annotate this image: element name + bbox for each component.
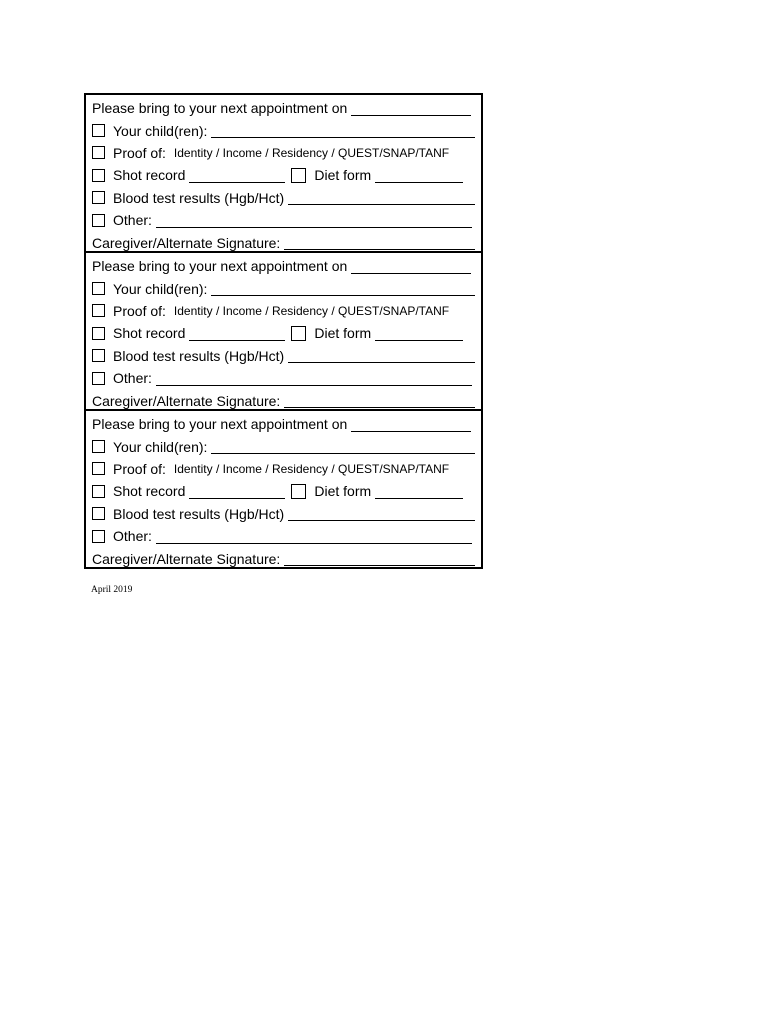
signature-label: Caregiver/Alternate Signature:: [92, 234, 281, 251]
shot-record-label: Shot record: [113, 167, 186, 184]
appointment-row: [92, 413, 475, 435]
appointment-row: [92, 255, 475, 277]
diet-form-label: Diet form: [314, 325, 372, 342]
shot-record-label: Shot record: [113, 483, 186, 500]
other-checkbox[interactable]: [92, 372, 105, 385]
signature-row: [92, 547, 475, 569]
children-label: Your child(ren):: [113, 280, 208, 297]
appointment-label: Please bring to your next appointment on: [92, 416, 348, 433]
other-field[interactable]: [156, 371, 472, 386]
shot-record-checkbox[interactable]: [92, 169, 105, 182]
other-label: Other:: [113, 212, 152, 229]
children-checkbox[interactable]: [92, 282, 105, 295]
children-field[interactable]: [211, 439, 475, 454]
signature-field[interactable]: [284, 551, 475, 566]
children-row: [92, 435, 475, 457]
children-row: [92, 119, 475, 141]
other-field[interactable]: [156, 529, 472, 544]
children-row: [92, 277, 475, 299]
appointment-card: [84, 409, 483, 569]
blood-test-field[interactable]: [288, 348, 475, 363]
blood-test-checkbox[interactable]: [92, 349, 105, 362]
signature-field[interactable]: [284, 393, 475, 408]
other-label: Other:: [113, 528, 152, 545]
blood-test-label: Blood test results (Hgb/Hct): [113, 347, 285, 364]
revision-date: April 2019: [91, 585, 133, 595]
diet-form-field[interactable]: [375, 326, 463, 341]
diet-form-checkbox[interactable]: [291, 484, 306, 499]
proof-label: Proof of:: [113, 302, 166, 319]
appointment-card: [84, 93, 483, 253]
other-label: Other:: [113, 370, 152, 387]
blood-test-field[interactable]: [288, 506, 475, 521]
blood-test-label: Blood test results (Hgb/Hct): [113, 189, 285, 206]
other-checkbox[interactable]: [92, 214, 105, 227]
blood-row: [92, 503, 475, 525]
children-field[interactable]: [211, 281, 475, 296]
diet-form-label: Diet form: [314, 483, 372, 500]
other-checkbox[interactable]: [92, 530, 105, 543]
proof-label: Proof of:: [113, 460, 166, 477]
other-field[interactable]: [156, 213, 472, 228]
appointment-card: [84, 251, 483, 411]
other-row: [92, 525, 475, 547]
shot-record-field[interactable]: [189, 326, 285, 341]
appointment-date-field[interactable]: [351, 259, 471, 274]
appointment-date-field[interactable]: [351, 101, 471, 116]
proof-checkbox[interactable]: [92, 462, 105, 475]
diet-form-checkbox[interactable]: [291, 168, 306, 183]
signature-field[interactable]: [284, 235, 475, 250]
diet-form-field[interactable]: [375, 168, 463, 183]
appointment-form: [84, 93, 483, 569]
blood-test-checkbox[interactable]: [92, 191, 105, 204]
shot-record-label: Shot record: [113, 325, 186, 342]
proof-row: [92, 458, 475, 480]
blood-row: [92, 187, 475, 209]
proof-checkbox[interactable]: [92, 146, 105, 159]
shot-diet-row: [92, 164, 475, 186]
proof-label: Proof of:: [113, 144, 166, 161]
blood-test-checkbox[interactable]: [92, 507, 105, 520]
appointment-row: [92, 97, 475, 119]
blood-test-label: Blood test results (Hgb/Hct): [113, 505, 285, 522]
appointment-label: Please bring to your next appointment on: [92, 258, 348, 275]
blood-test-field[interactable]: [288, 190, 475, 205]
proof-row: [92, 300, 475, 322]
shot-record-field[interactable]: [189, 484, 285, 499]
shot-record-checkbox[interactable]: [92, 485, 105, 498]
children-label: Your child(ren):: [113, 122, 208, 139]
shot-record-checkbox[interactable]: [92, 327, 105, 340]
children-label: Your child(ren):: [113, 438, 208, 455]
children-checkbox[interactable]: [92, 440, 105, 453]
appointment-date-field[interactable]: [351, 417, 471, 432]
signature-label: Caregiver/Alternate Signature:: [92, 550, 281, 567]
other-row: [92, 209, 475, 231]
shot-record-field[interactable]: [189, 168, 285, 183]
children-checkbox[interactable]: [92, 124, 105, 137]
proof-options: Identity / Income / Residency / QUEST/SNAP/TANF: [173, 303, 450, 318]
diet-form-checkbox[interactable]: [291, 326, 306, 341]
proof-row: [92, 142, 475, 164]
proof-checkbox[interactable]: [92, 304, 105, 317]
shot-diet-row: [92, 322, 475, 344]
proof-options: Identity / Income / Residency / QUEST/SNAP/TANF: [173, 145, 450, 160]
diet-form-field[interactable]: [375, 484, 463, 499]
proof-options: Identity / Income / Residency / QUEST/SNAP/TANF: [173, 461, 450, 476]
children-field[interactable]: [211, 123, 475, 138]
diet-form-label: Diet form: [314, 167, 372, 184]
shot-diet-row: [92, 480, 475, 502]
other-row: [92, 367, 475, 389]
appointment-label: Please bring to your next appointment on: [92, 100, 348, 117]
signature-label: Caregiver/Alternate Signature:: [92, 392, 281, 409]
blood-row: [92, 345, 475, 367]
